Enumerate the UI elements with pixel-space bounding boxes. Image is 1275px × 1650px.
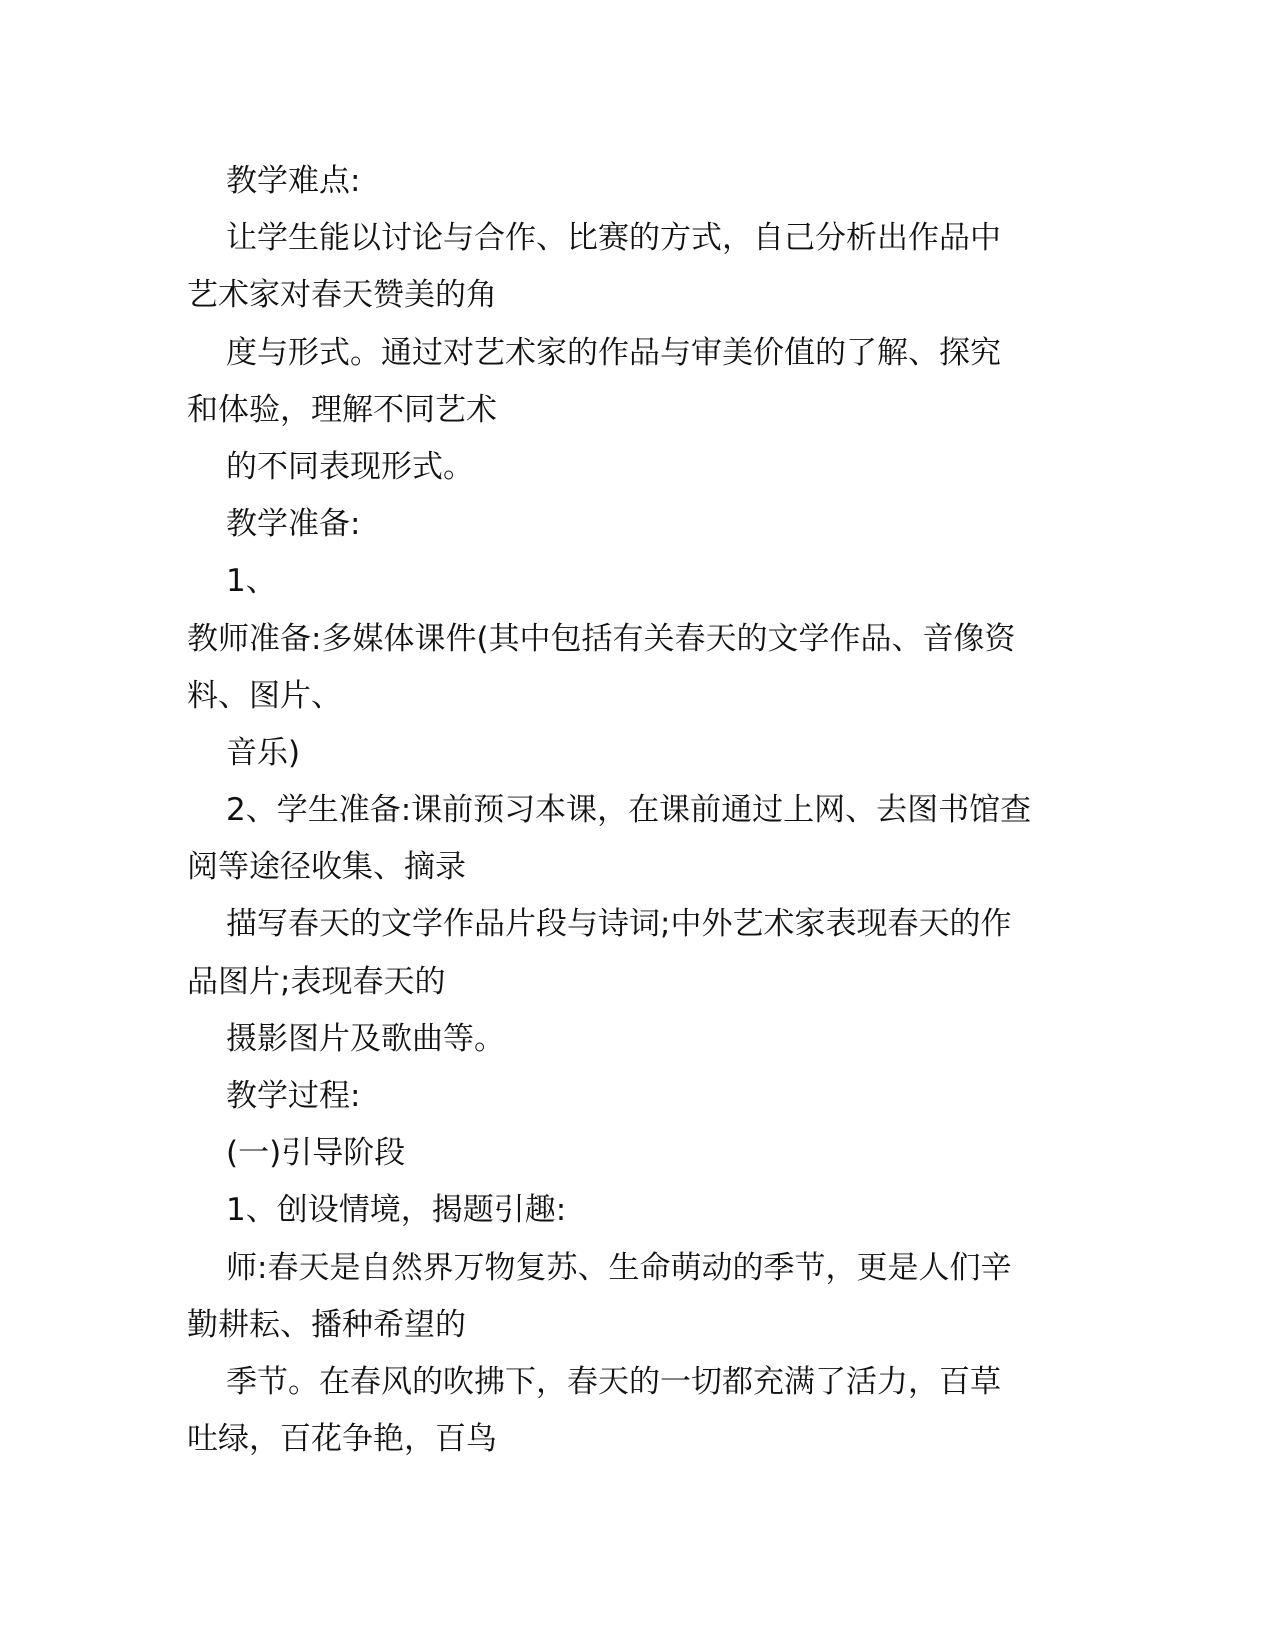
document-body [187,153,1087,1468]
paragraph-line: 让学生能以讨论与合作、比赛的方式，自己分析出作品中 [226,220,1001,257]
paragraph-line: 勤耕耘、播种希望的 [187,1306,466,1343]
paragraph-line: 料、图片、 [187,677,342,714]
paragraph-line: 和体验，理解不同艺术 [187,391,497,428]
paragraph-line: 教师准备:多媒体课件(其中包括有关春天的文学作品、音像资 [187,620,1016,657]
paragraph-line: 师:春天是自然界万物复苏、生命萌动的季节，更是人们辛 [226,1249,1012,1286]
paragraph-line: 2、学生准备:课前预习本课，在课前通过上网、去图书馆查 [226,792,1032,829]
list-item-heading: 1、创设情境，揭题引趣: [226,1192,567,1229]
paragraph-line: 艺术家对春天赞美的角 [187,277,497,314]
paragraph-line: 摄影图片及歌曲等。 [226,1020,505,1057]
paragraph-line: 的不同表现形式。 [226,448,474,485]
paragraph-line: 度与形式。通过对艺术家的作品与审美价值的了解、探究 [226,334,1001,371]
section-heading-teaching-preparation: 教学准备: [226,506,361,543]
paragraph-line: 品图片;表现春天的 [187,963,446,1000]
subsection-heading: (一)引导阶段 [226,1135,406,1172]
list-number: 1、 [226,563,277,600]
paragraph-line: 季节。在春风的吹拂下，春天的一切都充满了活力，百草 [226,1363,1001,1400]
paragraph-line: 吐绿，百花争艳，百鸟 [187,1421,497,1458]
section-heading-teaching-process: 教学过程: [226,1078,361,1114]
paragraph-line: 描写春天的文学作品片段与诗词;中外艺术家表现春天的作 [226,906,1012,943]
section-heading-teaching-difficulties: 教学难点: [226,163,361,199]
paragraph-line: 音乐) [226,734,301,771]
paragraph-line: 阅等途径收集、摘录 [187,849,466,886]
